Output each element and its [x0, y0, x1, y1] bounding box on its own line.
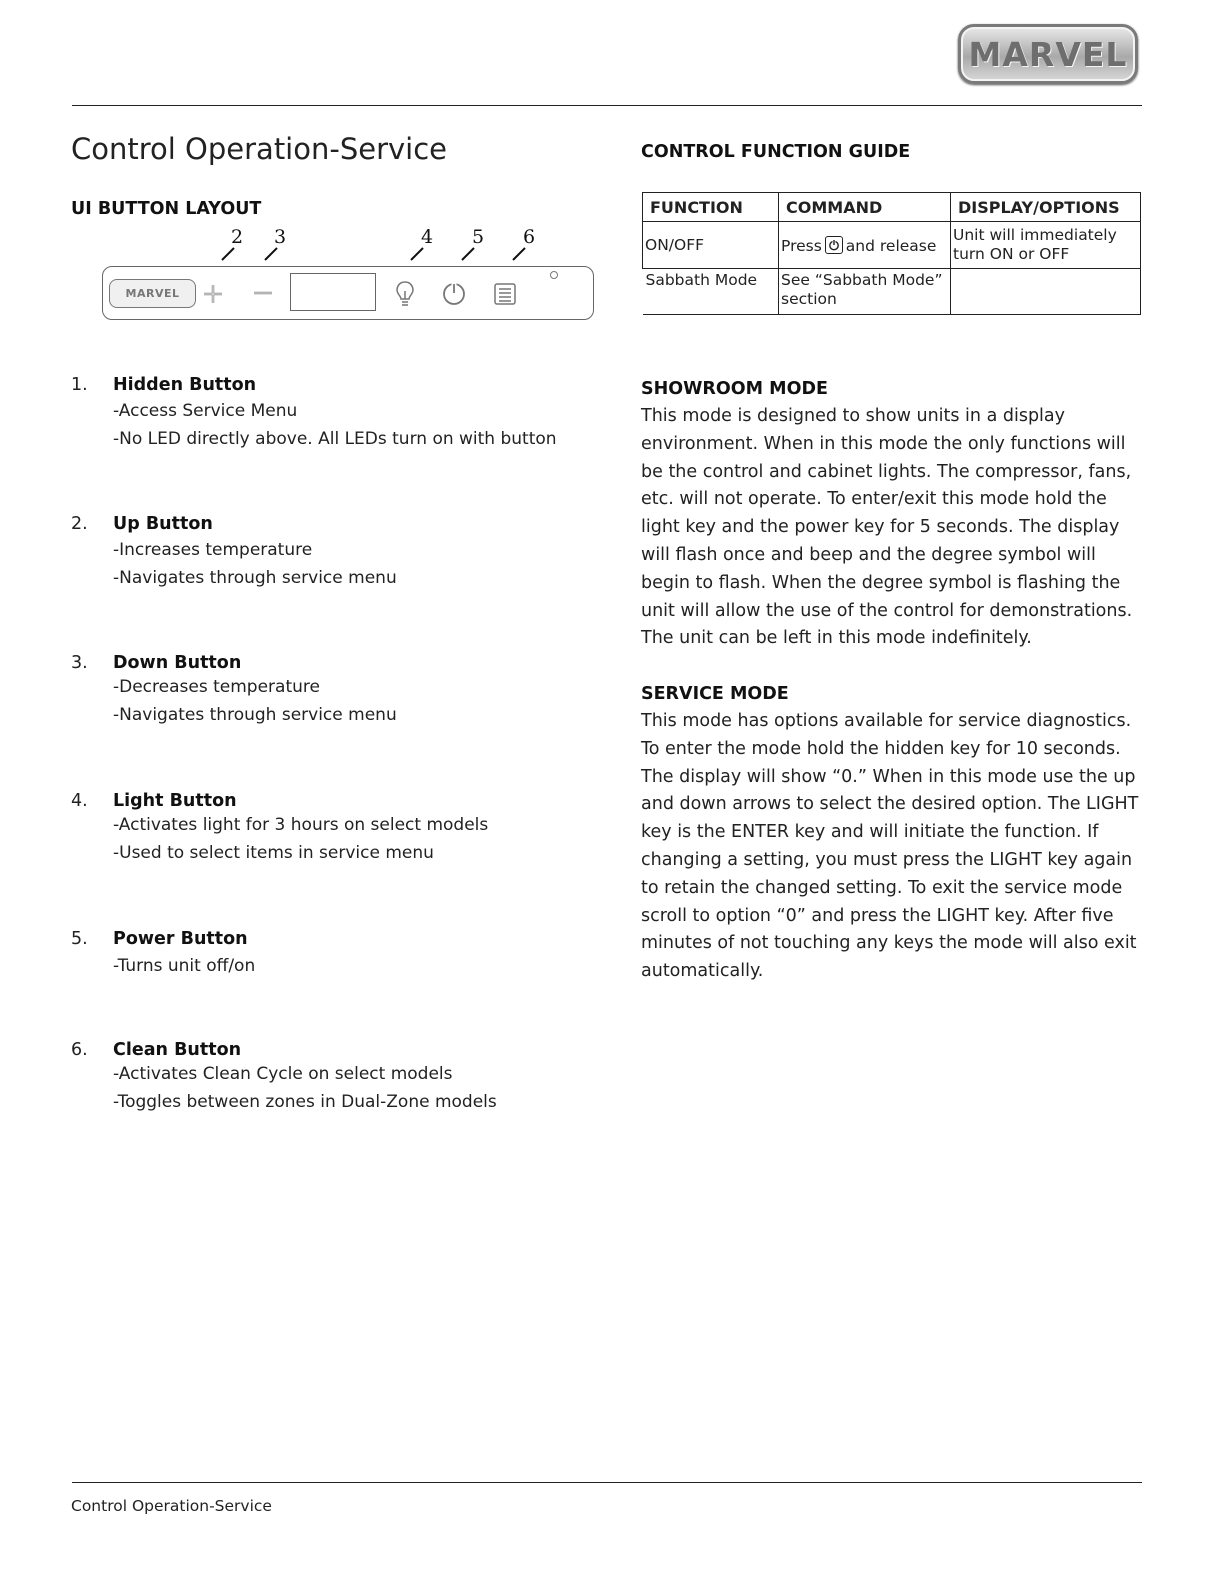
command-text: and release [845, 236, 937, 255]
ui-layout-heading: UI BUTTON LAYOUT [71, 199, 262, 219]
plus-icon [201, 282, 225, 306]
table-cell: Unit will immediately turn ON or OFF [951, 222, 1141, 269]
clean-icon [493, 282, 517, 306]
service-mode-text: This mode has options available for service diagnostics. To enter the mode hold the hidden key for 10 seconds. The display will show “0.” When in this mode use the up and down arrows to select the desired option. The LIGHT key is the ENTER key and will initiate the function. If changing a setting, you must press the LIGHT key again to retain the changed setting. To exit the service mode scroll to option “0” and press the LIGHT key. After five minutes of not touching any keys the mode will also exit automatically. [641, 711, 1139, 982]
item-line: -Toggles between zones in Dual-Zone models [113, 1092, 497, 1112]
item-line: -No LED directly above. All LEDs turn on with button [113, 429, 557, 449]
footer-text: Control Operation-Service [71, 1497, 272, 1515]
item-title: Hidden Button [113, 375, 257, 395]
item-number: 4. [71, 791, 88, 811]
light-bulb-icon [394, 280, 416, 308]
showroom-mode-heading: SHOWROOM MODE [641, 379, 828, 399]
callout-number: 3 [274, 226, 287, 248]
callout-number: 6 [523, 226, 536, 248]
showroom-mode-text: This mode is designed to show units in a display environment. When in this mode the only functions will be the control and cabinet lights. The compressor, fans, etc. will not operate. To enter/exit this mode hold the light key and the power key for 5 seconds. The display will flash once and beep and the degree symbol will begin to flash. When the degree symbol is flashing the unit will allow the use of the control for demonstrations. The unit can be left in this mode indefinitely. [641, 406, 1133, 649]
item-line: -Increases temperature [113, 540, 313, 560]
table-cell [779, 222, 951, 269]
table-cell: ON/OFF [643, 222, 779, 269]
power-icon [441, 281, 467, 307]
item-number: 5. [71, 929, 88, 949]
function-guide-table [642, 192, 1141, 315]
item-line: -Access Service Menu [113, 401, 298, 421]
item-number: 2. [71, 514, 88, 534]
item-line: -Used to select items in service menu [113, 843, 434, 863]
hidden-button-logo [109, 279, 196, 308]
footer-divider [72, 1482, 1142, 1483]
item-line: -Navigates through service menu [113, 705, 397, 725]
callout-number: 5 [472, 226, 485, 248]
item-line: -Turns unit off/on [113, 956, 256, 976]
item-title: Clean Button [113, 1040, 242, 1060]
item-line: -Decreases temperature [113, 677, 320, 697]
column-header: FUNCTION [643, 193, 779, 222]
service-mode-heading: SERVICE MODE [641, 684, 789, 704]
item-line: -Activates Clean Cycle on select models [113, 1064, 453, 1084]
callout-number: 4 [421, 226, 434, 248]
item-title: Down Button [113, 653, 242, 673]
callout-number: 2 [231, 226, 244, 248]
temperature-display [290, 273, 376, 311]
panel-logo-text: MARVEL [125, 287, 180, 300]
table-cell: Sabbath Mode [643, 269, 779, 315]
led-indicator [550, 271, 558, 279]
power-icon [825, 236, 843, 254]
item-title: Light Button [113, 791, 237, 811]
item-line: -Navigates through service menu [113, 568, 397, 588]
table-header-row [643, 193, 1141, 222]
table-cell: See “Sabbath Mode” section [779, 269, 951, 315]
column-header: DISPLAY/OPTIONS [951, 193, 1141, 222]
page-title: Control Operation-Service [71, 132, 448, 166]
table-row [643, 222, 1141, 269]
table-row [643, 269, 1141, 315]
item-title: Power Button [113, 929, 248, 949]
item-title: Up Button [113, 514, 213, 534]
minus-icon [252, 286, 274, 300]
item-line: -Activates light for 3 hours on select models [113, 815, 489, 835]
brand-logo-text: MARVEL [968, 34, 1128, 74]
table-cell [951, 269, 1141, 315]
function-guide-heading: CONTROL FUNCTION GUIDE [641, 142, 911, 162]
item-number: 6. [71, 1040, 88, 1060]
item-number: 3. [71, 653, 88, 673]
column-header: COMMAND [779, 193, 951, 222]
item-number: 1. [71, 375, 88, 395]
command-text: Press [781, 236, 822, 255]
